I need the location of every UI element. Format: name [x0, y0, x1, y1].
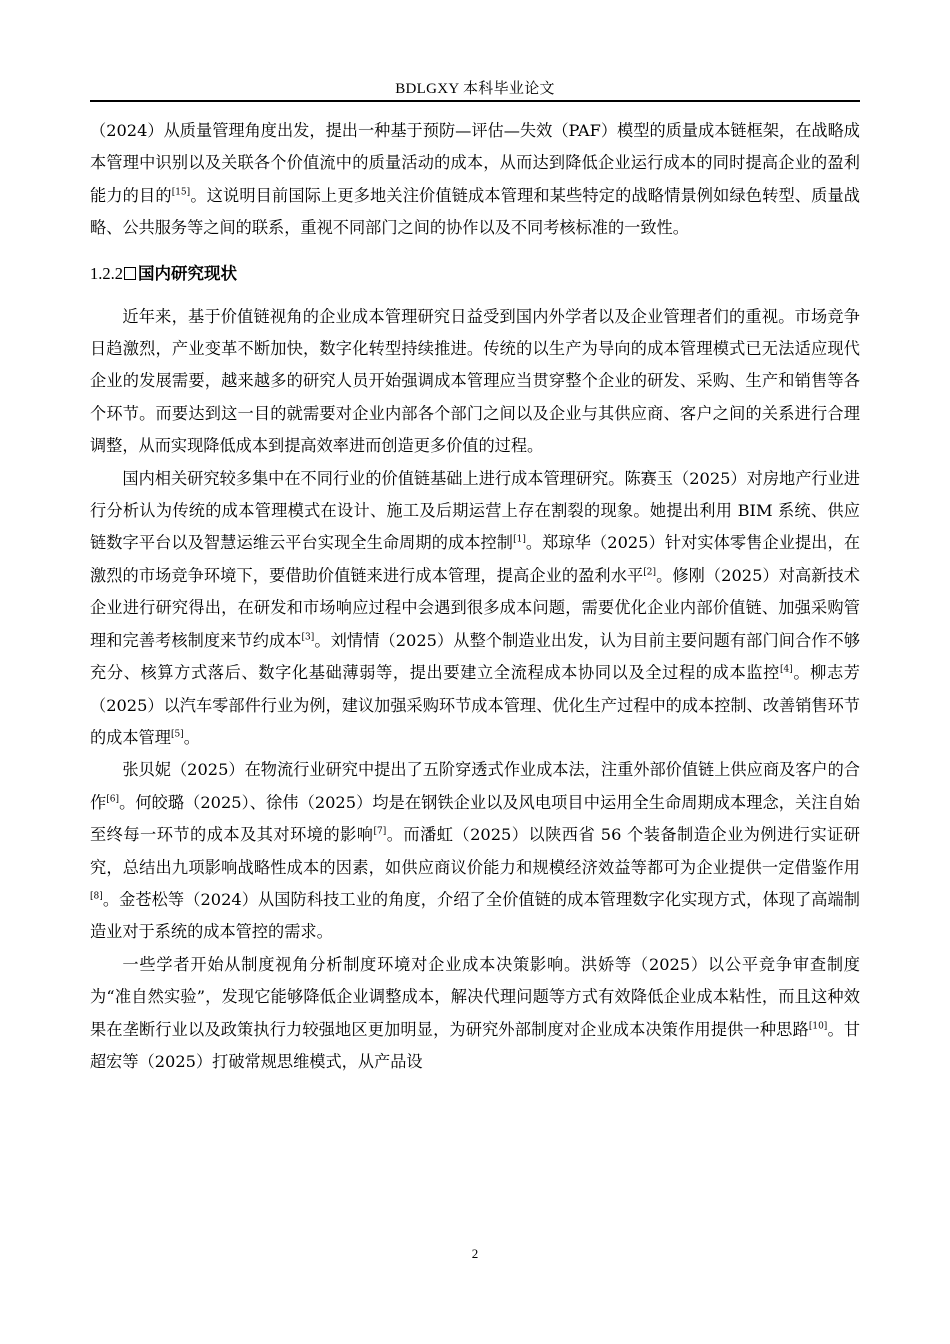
paragraph-text: 。修刚（2025）对高新技术企业进行研究得出，在研发和市场响应过程中会遇到很多成本问题，需要优化企业内部价值链、加强采购管理和完善考核制度来节约成本	[90, 565, 860, 650]
section-number: 1.2.2	[90, 263, 123, 283]
body-paragraph	[90, 949, 860, 1079]
section-heading	[90, 259, 860, 289]
citation: [15]	[171, 187, 191, 198]
paragraph-text: 。何皎璐（2025）、徐伟（2025）均是在钢铁企业以及风电项目中运用全生命周期成本理念，关注自始至终每一环节的成本及其对环境的影响	[90, 792, 860, 845]
citation: [2]	[643, 567, 656, 578]
body-paragraph	[90, 754, 860, 948]
body-paragraph	[90, 301, 860, 463]
intro-tail: 。这说明目前国际上更多地关注价值链成本管理和某些特定的战略情景例如绿色转型、质量战略、公共服务等之间的联系，重视不同部门之间的协作以及不同考核标准的一致性。	[90, 185, 860, 238]
paragraph-text: 国内相关研究较多集中在不同行业的价值链基础上进行成本管理研究。陈赛玉（2025）对房地产行业进行分析认为传统的成本管理模式在设计、施工及后期运营上存在割裂的现象。她提出利用 BIM 系统、供应链数字平台以及智慧运维云平台实现全生命周期的成本控制	[90, 468, 860, 553]
running-header: BDLGXY 本科毕业论文	[395, 81, 555, 97]
body-paragraphs	[90, 301, 860, 1079]
citation: [6]	[106, 794, 120, 805]
paragraph-text: 。	[183, 727, 200, 747]
page-number: 2	[471, 1246, 479, 1261]
citation: [7]	[373, 826, 387, 837]
citation: [4]	[779, 664, 793, 675]
paragraph-text: 近年来，基于价值链视角的企业成本管理研究日益受到国内外学者以及企业管理者们的重视。市场竞争日趋激烈，产业变革不断加快，数字化转型持续推进。传统的以生产为导向的成本管理模式已无法适应现代企业的发展需要，越来越多的研究人员开始强调成本管理应当贯穿整个企业的研发、采购、生产和销售等各个环节。而要达到这一目的就需要对企业内部各个部门之间以及企业与其供应商、客户之间的关系进行合理调整，从而实现降低成本到提高效率进而创造更多价值的过程。	[90, 306, 860, 456]
intro-paragraph	[90, 115, 860, 245]
citation: [5]	[170, 729, 184, 740]
citation: [8]	[90, 891, 103, 902]
paragraph-text: 。甘超宏等（2025）打破常规思维模式，从产品设	[90, 1019, 861, 1071]
page-body	[90, 115, 860, 1078]
header-rule	[90, 100, 860, 102]
citation: [3]	[301, 632, 315, 643]
paragraph-text: 。郑琼华（2025）针对实体零售企业提出，在激烈的市场竞争环境下，要借助价值链来进行成本管理，提高企业的盈利水平	[90, 533, 861, 585]
paragraph-text: 。金苍松等（2024）从国防科技工业的角度，介绍了全价值链的成本管理数字化实现方式，体现了高端制造业对于系统的成本管控的需求。	[90, 889, 860, 942]
square-box-icon	[124, 267, 136, 280]
intro-text: （2024）从质量管理角度出发，提出一种基于预防—评估—失效（PAF）模型的质量成本链框架，在战略成本管理中识别以及关联各个价值流中的质量活动的成本，从而达到降低企业运行成本的同时提高企业的盈利能力的目的	[90, 121, 860, 205]
body-paragraph	[90, 463, 860, 755]
citation: [1]	[513, 535, 526, 546]
paragraph-text: 张贝妮（2025）在物流行业研究中提出了五阶穿透式作业成本法，注重外部价值链上供应商及客户的合作	[90, 760, 860, 812]
paragraph-text: 一些学者开始从制度视角分析制度环境对企业成本决策影响。洪娇等（2025）以公平竞争审查制度为“准自然实验”，发现它能够降低企业调整成本，解决代理问题等方式有效降低企业成本粘性，而且这种效果在垄断行业以及政策执行力较强地区更加明显，为研究外部制度对企业成本决策作用提供一种思路	[90, 954, 860, 1039]
paragraph-text: 。而潘虹（2025）以陕西省 56 个装备制造企业为例进行实证研究，总结出九项影响战略性成本的因素，如供应商议价能力和规模经济效益等都可为企业提供一定借鉴作用	[90, 825, 860, 877]
section-title: 国内研究现状	[138, 263, 237, 283]
paragraph-text: 。柳志芳（2025）以汽车零部件行业为例，建议加强采购环节成本管理、优化生产过程中的成本控制、改善销售环节的成本管理	[90, 663, 860, 747]
paragraph-text: 。刘情情（2025）从整个制造业出发，认为目前主要问题有部门间合作不够充分、核算方式落后、数字化基础薄弱等，提出要建立全流程成本协同以及全过程的成本监控	[90, 630, 861, 683]
citation: [10]	[808, 1021, 828, 1032]
